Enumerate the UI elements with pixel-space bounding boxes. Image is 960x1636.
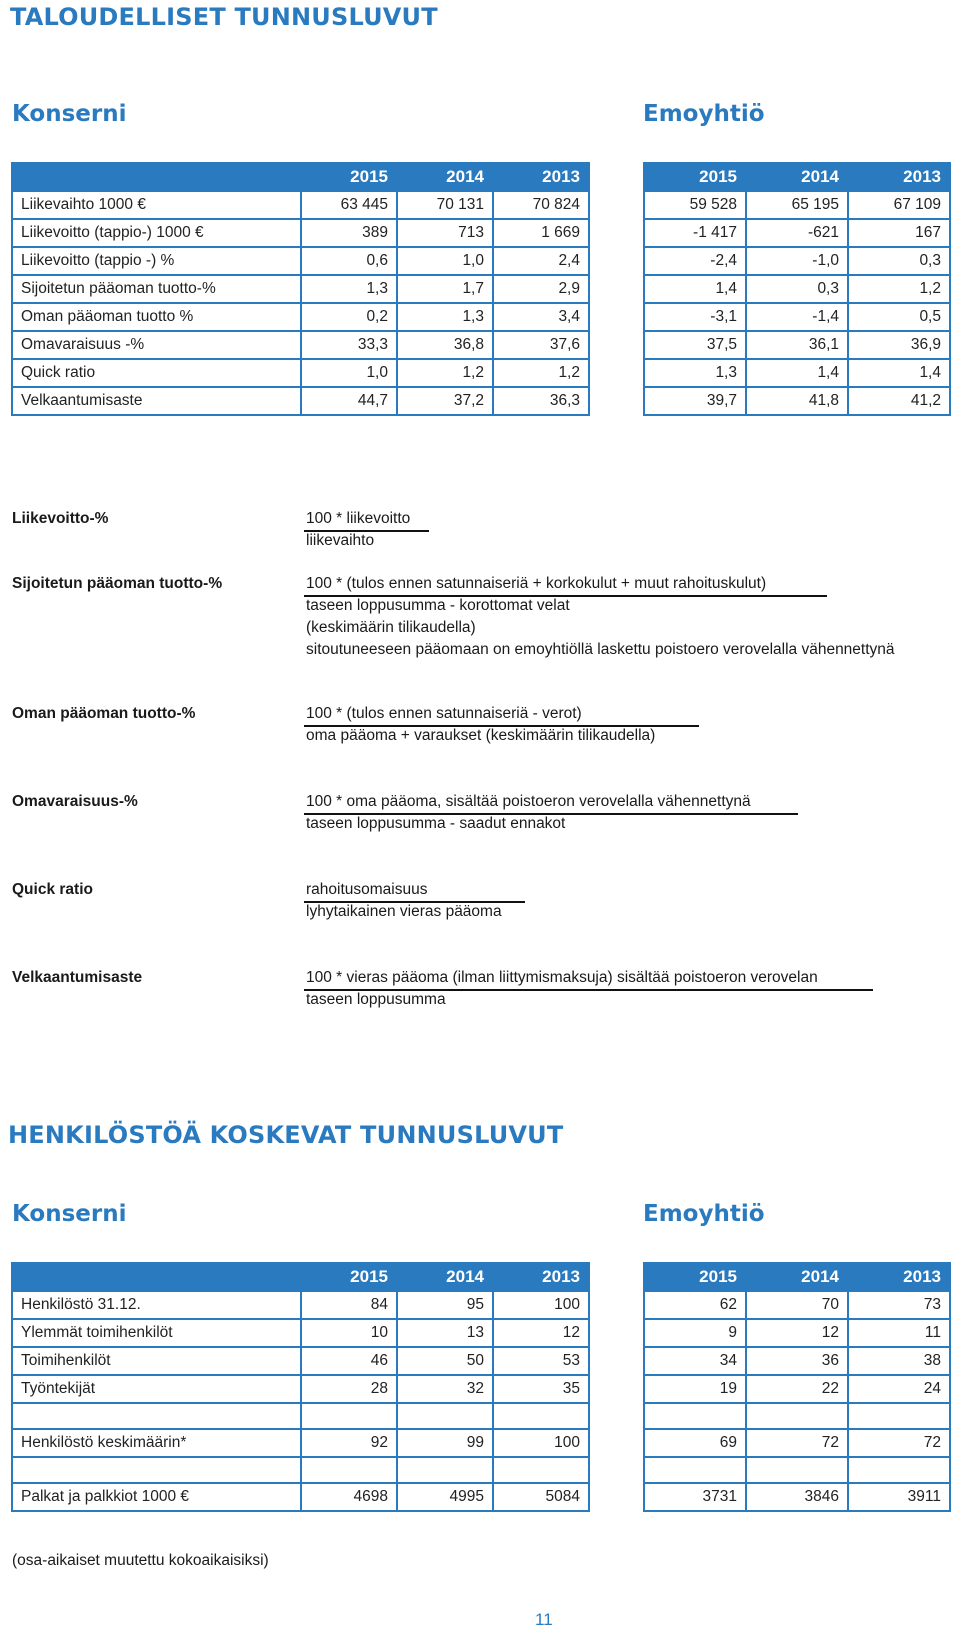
- row-value: 95: [397, 1291, 493, 1319]
- financial-emo-table: [643, 162, 951, 416]
- row-value: 100: [493, 1429, 589, 1457]
- personnel-konserni-table: [11, 1262, 590, 1512]
- row-value: 70 824: [493, 191, 589, 219]
- personnel-konserni-heading: Konserni: [12, 1201, 127, 1227]
- row-value: 0,5: [848, 303, 950, 331]
- table-row: [644, 247, 950, 275]
- formula-numerator: rahoitusomaisuus: [306, 881, 428, 898]
- row-value: 63 445: [301, 191, 397, 219]
- row-value: [746, 1403, 848, 1429]
- table-row: [12, 303, 589, 331]
- row-value: [644, 1457, 746, 1483]
- row-label: Ylemmät toimihenkilöt: [12, 1319, 301, 1347]
- formula-numerator: 100 * vieras pääoma (ilman liittymismaksuja) sisältää poistoeron verovelan: [306, 969, 818, 986]
- row-value: 59 528: [644, 191, 746, 219]
- row-value: 100: [493, 1291, 589, 1319]
- row-value: [644, 1403, 746, 1429]
- formula-denominator: lyhytaikainen vieras pääoma: [306, 903, 502, 920]
- row-value: 1,3: [301, 275, 397, 303]
- table-row: [12, 1347, 589, 1375]
- row-value: 38: [848, 1347, 950, 1375]
- row-label: Velkaantumisaste: [12, 387, 301, 415]
- formula-numerator: 100 * (tulos ennen satunnaiseriä - verot): [306, 705, 582, 722]
- row-value: -1,0: [746, 247, 848, 275]
- row-value: 72: [848, 1429, 950, 1457]
- row-value: 3,4: [493, 303, 589, 331]
- row-value: [397, 1403, 493, 1429]
- formula-denominator: oma pääoma + varaukset (keskimäärin tilikaudella): [306, 727, 656, 744]
- row-value: 36,1: [746, 331, 848, 359]
- row-value: 33,3: [301, 331, 397, 359]
- row-value: 50: [397, 1347, 493, 1375]
- row-value: [397, 1457, 493, 1483]
- row-value: [301, 1457, 397, 1483]
- table-row: [644, 1347, 950, 1375]
- row-label: Liikevoitto (tappio-) 1000 €: [12, 219, 301, 247]
- row-value: 1,7: [397, 275, 493, 303]
- row-label: Palkat ja palkkiot 1000 €: [12, 1483, 301, 1511]
- header-row: [644, 163, 950, 191]
- table-row: [644, 1319, 950, 1347]
- year-header: 2013: [848, 1263, 950, 1291]
- fraction-bar: [304, 989, 873, 991]
- row-value: 13: [397, 1319, 493, 1347]
- row-label: Toimihenkilöt: [12, 1347, 301, 1375]
- table-row: [12, 387, 589, 415]
- fraction-bar: [304, 813, 798, 815]
- row-value: 41,2: [848, 387, 950, 415]
- row-value: 12: [493, 1319, 589, 1347]
- table-row: [12, 331, 589, 359]
- row-value: 92: [301, 1429, 397, 1457]
- table-row: [644, 331, 950, 359]
- row-value: 19: [644, 1375, 746, 1403]
- row-value: 10: [301, 1319, 397, 1347]
- row-value: 70 131: [397, 191, 493, 219]
- row-value: 4995: [397, 1483, 493, 1511]
- row-value: 167: [848, 219, 950, 247]
- row-value: 28: [301, 1375, 397, 1403]
- row-value: 69: [644, 1429, 746, 1457]
- row-label: [12, 1457, 301, 1483]
- table-row: [12, 219, 589, 247]
- table-row: [12, 1429, 589, 1457]
- formula-denominator: sitoutuneeseen pääomaan on emoyhtiöllä laskettu poistoero verovelalla vähennettynä: [306, 641, 895, 658]
- row-value: 389: [301, 219, 397, 247]
- row-value: [301, 1403, 397, 1429]
- row-value: [746, 1457, 848, 1483]
- row-value: 41,8: [746, 387, 848, 415]
- fraction-bar: [304, 595, 827, 597]
- formula-denominator: taseen loppusumma - saadut ennakot: [306, 815, 566, 832]
- table-row: [12, 191, 589, 219]
- table-row: [644, 1403, 950, 1429]
- row-value: 36: [746, 1347, 848, 1375]
- table-row: [12, 1457, 589, 1483]
- row-value: 1,0: [301, 359, 397, 387]
- year-header: 2014: [397, 163, 493, 191]
- row-value: 3911: [848, 1483, 950, 1511]
- row-value: 713: [397, 219, 493, 247]
- formula-denominator: taseen loppusumma: [306, 991, 446, 1008]
- row-value: 0,6: [301, 247, 397, 275]
- table-row: [644, 359, 950, 387]
- row-value: 1,4: [848, 359, 950, 387]
- row-value: 1 669: [493, 219, 589, 247]
- formula-label: Omavaraisuus-%: [12, 793, 138, 810]
- row-value: 24: [848, 1375, 950, 1403]
- row-value: 4698: [301, 1483, 397, 1511]
- header-blank: [12, 1263, 301, 1291]
- row-value: 35: [493, 1375, 589, 1403]
- row-value: 22: [746, 1375, 848, 1403]
- row-value: 1,3: [397, 303, 493, 331]
- row-value: 3731: [644, 1483, 746, 1511]
- table-row: [12, 359, 589, 387]
- row-value: 1,0: [397, 247, 493, 275]
- row-value: 1,4: [746, 359, 848, 387]
- row-value: 1,2: [848, 275, 950, 303]
- row-value: 84: [301, 1291, 397, 1319]
- financial-konserni-heading: Konserni: [12, 101, 127, 127]
- row-value: 36,9: [848, 331, 950, 359]
- row-label: [12, 1403, 301, 1429]
- row-label: Omavaraisuus -%: [12, 331, 301, 359]
- row-label: Henkilöstö keskimäärin*: [12, 1429, 301, 1457]
- row-value: 11: [848, 1319, 950, 1347]
- row-value: 9: [644, 1319, 746, 1347]
- header-blank: [12, 163, 301, 191]
- row-value: [493, 1457, 589, 1483]
- financial-emo-heading: Emoyhtiö: [643, 101, 765, 127]
- row-value: 37,2: [397, 387, 493, 415]
- formula-numerator: 100 * (tulos ennen satunnaiseriä + korkokulut + muut rahoituskulut): [306, 575, 767, 592]
- formula-label: Quick ratio: [12, 881, 93, 898]
- table-row: [12, 275, 589, 303]
- row-value: 37,5: [644, 331, 746, 359]
- row-value: 65 195: [746, 191, 848, 219]
- table-row: [644, 1429, 950, 1457]
- row-value: -1,4: [746, 303, 848, 331]
- row-value: -621: [746, 219, 848, 247]
- table-row: [644, 1457, 950, 1483]
- year-header: 2015: [644, 163, 746, 191]
- row-label: Henkilöstö 31.12.: [12, 1291, 301, 1319]
- row-value: 0,3: [746, 275, 848, 303]
- row-value: 39,7: [644, 387, 746, 415]
- row-value: 72: [746, 1429, 848, 1457]
- row-value: 1,4: [644, 275, 746, 303]
- row-value: 73: [848, 1291, 950, 1319]
- row-label: Liikevoitto (tappio -) %: [12, 247, 301, 275]
- row-value: 70: [746, 1291, 848, 1319]
- year-header: 2015: [644, 1263, 746, 1291]
- table-row: [12, 1319, 589, 1347]
- row-value: [848, 1403, 950, 1429]
- row-value: 36,3: [493, 387, 589, 415]
- formula-denominator: taseen loppusumma - korottomat velat: [306, 597, 570, 614]
- row-value: 12: [746, 1319, 848, 1347]
- year-header: 2014: [397, 1263, 493, 1291]
- financial-title: TALOUDELLISET TUNNUSLUVUT: [10, 3, 438, 31]
- row-value: 2,9: [493, 275, 589, 303]
- row-value: -2,4: [644, 247, 746, 275]
- table-row: [644, 1375, 950, 1403]
- page-number: 11: [535, 1610, 553, 1629]
- row-value: 0,3: [848, 247, 950, 275]
- table-row: [12, 1375, 589, 1403]
- row-label: Quick ratio: [12, 359, 301, 387]
- row-value: 5084: [493, 1483, 589, 1511]
- fraction-bar: [304, 901, 525, 903]
- row-value: 53: [493, 1347, 589, 1375]
- row-value: 1,2: [493, 359, 589, 387]
- table-row: [644, 387, 950, 415]
- formula-label: Liikevoitto-%: [12, 510, 109, 527]
- row-value: 44,7: [301, 387, 397, 415]
- table-row: [644, 303, 950, 331]
- row-value: 37,6: [493, 331, 589, 359]
- year-header: 2014: [746, 163, 848, 191]
- table-row: [12, 247, 589, 275]
- row-value: 34: [644, 1347, 746, 1375]
- row-value: 67 109: [848, 191, 950, 219]
- row-value: [848, 1457, 950, 1483]
- row-value: 99: [397, 1429, 493, 1457]
- personnel-title: HENKILÖSTÖÄ KOSKEVAT TUNNUSLUVUT: [8, 1121, 564, 1149]
- formula-numerator: 100 * oma pääoma, sisältää poistoeron verovelalla vähennettynä: [306, 793, 751, 810]
- formula-label: Sijoitetun pääoman tuotto-%: [12, 575, 223, 592]
- row-value: 1,3: [644, 359, 746, 387]
- table-row: [644, 191, 950, 219]
- fraction-bar: [304, 725, 699, 727]
- personnel-emo-table: [643, 1262, 951, 1512]
- row-value: 3846: [746, 1483, 848, 1511]
- row-label: Liikevaihto 1000 €: [12, 191, 301, 219]
- year-header: 2013: [848, 163, 950, 191]
- table-row: [644, 275, 950, 303]
- table-row: [12, 1403, 589, 1429]
- header-row: [644, 1263, 950, 1291]
- year-header: 2015: [301, 1263, 397, 1291]
- row-value: 0,2: [301, 303, 397, 331]
- row-value: 62: [644, 1291, 746, 1319]
- table-row: [12, 1291, 589, 1319]
- header-row: [12, 163, 589, 191]
- row-value: 1,2: [397, 359, 493, 387]
- year-header: 2014: [746, 1263, 848, 1291]
- table-row: [644, 1483, 950, 1511]
- table-row: [644, 219, 950, 247]
- row-value: [493, 1403, 589, 1429]
- personnel-emo-heading: Emoyhtiö: [643, 1201, 765, 1227]
- table-row: [12, 1483, 589, 1511]
- year-header: 2013: [493, 163, 589, 191]
- row-label: Työntekijät: [12, 1375, 301, 1403]
- fraction-bar: [304, 530, 429, 532]
- row-value: -3,1: [644, 303, 746, 331]
- formula-numerator: 100 * liikevoitto: [306, 510, 411, 527]
- row-value: 2,4: [493, 247, 589, 275]
- formula-label: Oman pääoman tuotto-%: [12, 705, 196, 722]
- row-label: Sijoitetun pääoman tuotto-%: [12, 275, 301, 303]
- row-value: 32: [397, 1375, 493, 1403]
- financial-konserni-table: [11, 162, 590, 416]
- row-value: -1 417: [644, 219, 746, 247]
- formula-denominator: (keskimäärin tilikaudella): [306, 619, 476, 636]
- row-value: 36,8: [397, 331, 493, 359]
- year-header: 2013: [493, 1263, 589, 1291]
- header-row: [12, 1263, 589, 1291]
- row-label: Oman pääoman tuotto %: [12, 303, 301, 331]
- formula-denominator: liikevaihto: [306, 532, 375, 549]
- personnel-footnote: (osa-aikaiset muutettu kokoaikaisiksi): [12, 1552, 269, 1569]
- year-header: 2015: [301, 163, 397, 191]
- table-row: [644, 1291, 950, 1319]
- formula-label: Velkaantumisaste: [12, 969, 143, 986]
- row-value: 46: [301, 1347, 397, 1375]
